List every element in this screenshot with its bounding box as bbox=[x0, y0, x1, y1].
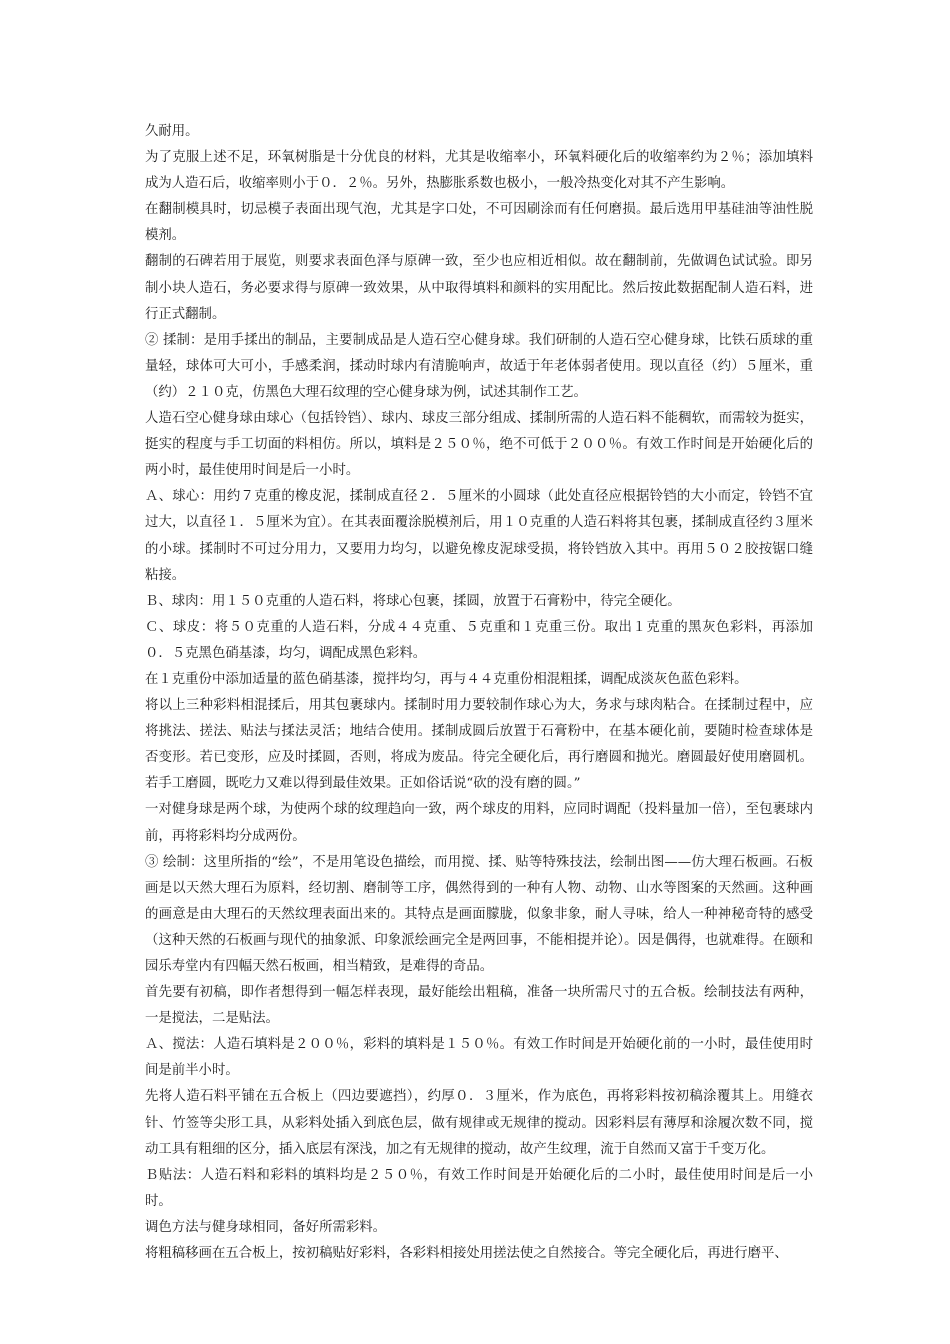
document-body bbox=[145, 119, 813, 1267]
paragraph: Ｂ贴法：人造石料和彩料的填料均是２５０％，有效工作时间是开始硬化后的二小时，最佳使用时间是后一小时。 bbox=[145, 1167, 813, 1209]
paragraph: Ｂ、球肉：用１５０克重的人造石料，将球心包裹，揉圆，放置于石膏粉中，待完全硬化。 bbox=[145, 593, 681, 609]
paragraph: 将粗稿移画在五合板上，按初稿贴好彩料，各彩料相接处用搓法使之自然接合。等完全硬化后，再进行磨平、 bbox=[145, 1246, 788, 1262]
paragraph: ② 揉制：是用手揉出的制品，主要制成品是人造石空心健身球。我们研制的人造石空心健身球，比铁石质球的重量轻，球体可大可小，手感柔润，揉动时球内有清脆响声，故适于年老体弱者使用。现以直径（约）５厘米，重（约）２１０克，仿黑色大理石纹理的空心健身球为例，试述其制作工艺。 bbox=[145, 332, 813, 400]
paragraph: 先将人造石料平铺在五合板上（四边要遮挡），约厚０．３厘米，作为底色，再将彩料按初稿涂覆其上。用缝衣针、竹签等尖形工具，从彩料处插入到底色层，做有规律或无规律的搅动。因彩料层有薄厚和涂履次数不同，搅动工具有粗细的区分，插入底层有深浅，加之有无规律的搅动，故产生纹理，流于自然而又富于千变万化。 bbox=[145, 1089, 813, 1157]
paragraph: 在１克重份中添加适量的蓝色硝基漆，搅拌均匀，再与４４克重份相混粗揉，调配成淡灰色蓝色彩料。 bbox=[145, 671, 748, 687]
paragraph: 翻制的石碑若用于展览，则要求表面色泽与原碑一致，至少也应相近相似。故在翻制前，先做调色试试验。即另制小块人造石，务必要求得与原碑一致效果，从中取得填料和颜料的实用配比。然后按此数据配制人造石料，进行正式翻制。 bbox=[145, 254, 813, 322]
paragraph: 一对健身球是两个球，为使两个球的纹理趋向一致，两个球皮的用料，应同时调配（投料量加一倍），至包裹球内前，再将彩料均分成两份。 bbox=[145, 802, 813, 844]
paragraph: ③ 绘制：这里所指的“绘”，不是用笔设色描绘，而用搅、揉、贴等特殊技法，绘制出图——仿大理石板画。石板画是以天然大理石为原料，经切割、磨制等工序，偶然得到的一种有人物、动物、山水等图案的天然画。这种画的画意是由大理石的天然纹理表面出来的。其特点是画面朦胧，似象非象，耐人寻味，给人一种神秘奇特的感受（这种天然的石板画与现代的抽象派、印象派绘画完全是两回事，不能相提并论）。因是偶得，也就难得。在颐和园乐寿堂内有四幅天然石板画，相当精致，是难得的奇品。 bbox=[145, 854, 813, 974]
paragraph: 调色方法与健身球相同，备好所需彩料。 bbox=[145, 1219, 387, 1235]
paragraph: 人造石空心健身球由球心（包括铃铛）、球内、球皮三部分组成、揉制所需的人造石料不能稠软，而需较为挺实，挺实的程度与手工切面的料相仿。所以，填料是２５０％，绝不可低于２００％。有效工作时间是开始硬化后的两小时，最佳使用时间是后一小时。 bbox=[145, 411, 813, 479]
paragraph: 久耐用。 bbox=[145, 124, 199, 139]
paragraph: Ｃ、球皮：将５０克重的人造石料，分成４４克重、５克重和１克重三份。取出１克重的黑灰色彩料，再添加０．５克黑色硝基漆，均匀，调配成黑色彩料。 bbox=[145, 619, 813, 661]
paragraph: Ａ、搅法：人造石填料是２００％，彩料的填料是１５０％。有效工作时间是开始硬化前的一小时，最佳使用时间是前半小时。 bbox=[145, 1037, 813, 1079]
paragraph: 将以上三种彩料相混揉后，用其包裹球内。揉制时用力要较制作球心为大，务求与球肉粘合。在揉制过程中，应将挑法、搓法、贴法与揉法灵活；地结合使用。揉制成圆后放置于石膏粉中，在基本硬化前，要随时检查球体是否变形。若已变形，应及时揉圆，否则，将成为废品。待完全硬化后，再行磨圆和抛光。磨圆最好使用磨圆机。若手工磨圆，既吃力又难以得到最佳效果。正如俗话说“砍的没有磨的圆。” bbox=[145, 698, 813, 792]
paragraph: 在翻制模具时，切忌模子表面出现气泡，尤其是字口处，不可因刷涂而有任何磨损。最后选用甲基硅油等油性脱模剂。 bbox=[145, 202, 813, 244]
paragraph: 首先要有初稿，即作者想得到一幅怎样表现，最好能绘出粗稿，准备一块所需尺寸的五合板。绘制技法有两种，一是搅法，二是贴法。 bbox=[145, 985, 813, 1027]
paragraph: Ａ、球心：用约７克重的橡皮泥，揉制成直径２．５厘米的小圆球（此处直径应根据铃铛的大小而定，铃铛不宜过大，以直径１．５厘米为宜）。在其表面覆涂脱模剂后，用１０克重的人造石料将其包裹，揉制成直径约３厘米的小球。揉制时不可过分用力，又要用力均匀，以避免橡皮泥球受损，将铃铛放入其中。再用５０２胶按锯口缝粘接。 bbox=[145, 489, 813, 583]
paragraph: 为了克服上述不足，环氧树脂是十分优良的材料，尤其是收缩率小，环氧料硬化后的收缩率约为２％；添加填料成为人造石后，收缩率则小于０．２％。另外，热膨胀系数也极小，一般冷热变化对其不产生影响。 bbox=[145, 150, 813, 192]
